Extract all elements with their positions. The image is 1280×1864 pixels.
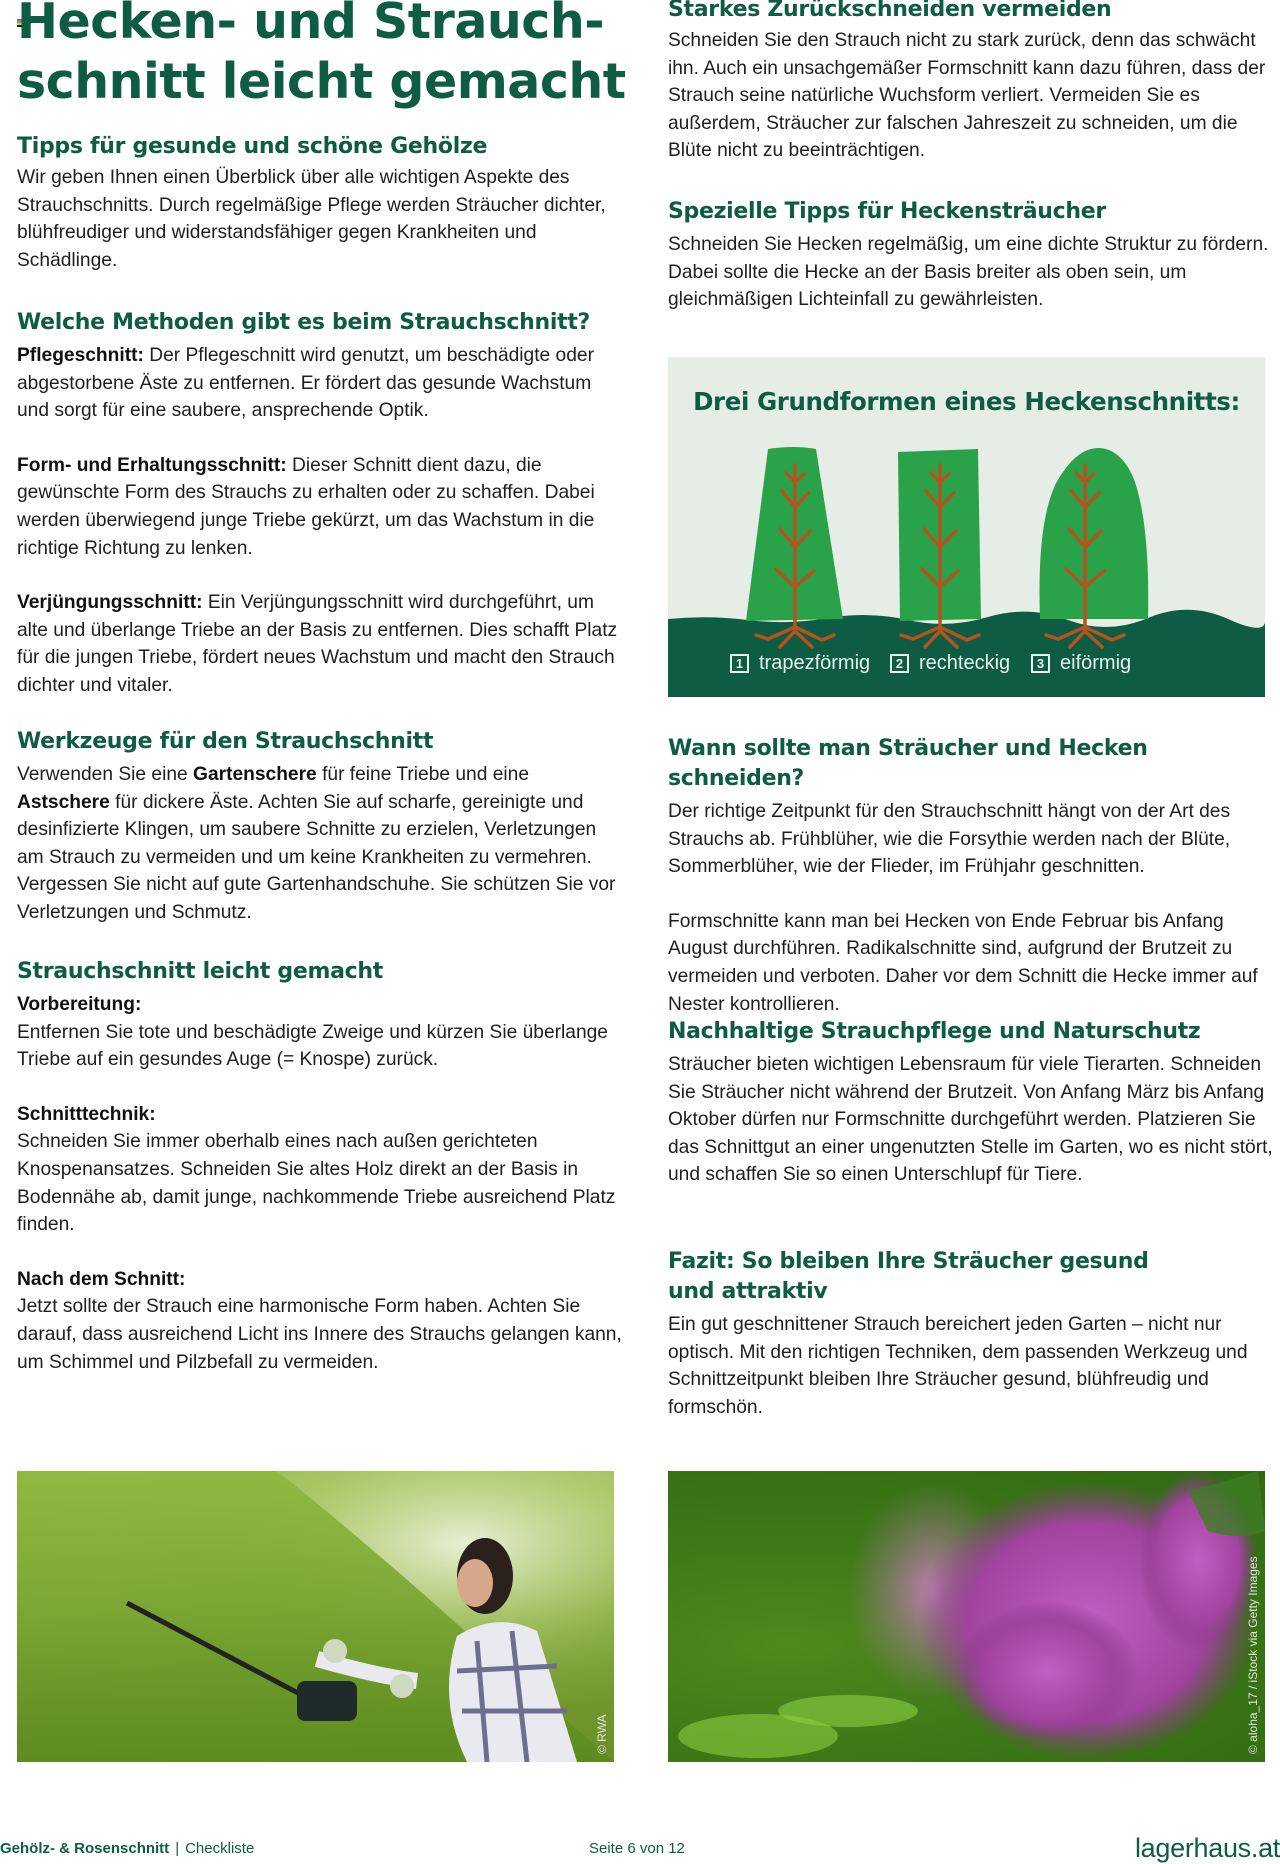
section-heading: Nachhaltige Strauchpflege und Naturschutz xyxy=(668,1019,1201,1044)
step-label: Schnitttechnik: xyxy=(17,1103,156,1125)
method-formschnitt xyxy=(17,452,627,562)
shape-label-2 xyxy=(890,652,1010,675)
page-title xyxy=(17,0,637,112)
step-nach-dem-schnitt xyxy=(17,1266,627,1376)
lagerhaus-logo[interactable]: lagerhaus.at xyxy=(1134,1833,1280,1863)
step-text: Jetzt sollte der Strauch eine harmonische Form haben. Achten Sie darauf, dass ausreichend Licht ins Innere des Strauchs gelangen kann, um Schimmel und Pilzbefall zu vermeiden. xyxy=(17,1296,622,1373)
text-run: für feine Triebe und eine xyxy=(316,764,530,785)
footer-separator: | xyxy=(175,1840,180,1857)
title-line-1: Hecken- und Strauch- xyxy=(17,0,605,50)
method-text: Dieser Schnitt dient dazu, die gewünschte Form des Strauchs zu erhalten oder zu schaffen. Dabei werden überwiegend junge Triebe gekürzt, um das Wachstum in die richtige Richtung zu lenken. xyxy=(17,454,595,559)
step-vorbereitung xyxy=(17,991,627,1074)
section-text xyxy=(17,761,627,927)
tool-gartenschere: Gartenschere xyxy=(193,764,317,785)
section-heading xyxy=(668,1247,1278,1307)
section-text: Der richtige Zeitpunkt für den Strauchschnitt hängt von der Art des Strauchs ab. Frühblüher, wie die Forsythie werden nach der Blüte, Sommerblüher, wie der Flieder, im Frühjahr geschnitten. xyxy=(668,801,1231,878)
section-heading: Spezielle Tipps für Heckensträucher xyxy=(668,199,1106,224)
section-text: Sträucher bieten wichtigen Lebensraum für viele Tierarten. Schneiden Sie Sträucher nicht während der Brutzeit. Von Anfang März bis Anfang Oktober dürfen nur Formschnitte durchgeführt werden. Platzieren Sie das Schnittgut an einer ungenutzten Stelle im Garten, wo es nicht stört, und schaffen Sie so einen Unterschlupf für Tiere. xyxy=(668,1054,1273,1186)
photo-drawing xyxy=(668,1471,1265,1762)
section-methods xyxy=(17,308,627,700)
section-conclusion xyxy=(668,1247,1278,1421)
number-box: 1 xyxy=(730,654,749,673)
shape-label-3 xyxy=(1031,652,1131,675)
step-schnitttechnik xyxy=(17,1101,627,1239)
step-text: Entfernen Sie tote und beschädigte Zweige und kürzen Sie überlange Triebe auf ein gesundes Auge (= Knospe) zurück. xyxy=(17,1021,608,1071)
section-text: Schneiden Sie den Strauch nicht zu stark zurück, denn das schwächt ihn. Auch ein unsachgemäßer Formschnitt kann dazu führen, dass der Strauch seine natürliche Wuchsform verliert. Vermeiden Sie es außerdem, Sträucher zur falschen Jahreszeit zu schneiden, um die Blüte nicht zu beeinträchtigen. xyxy=(668,30,1266,162)
step-text: Schneiden Sie immer oberhalb eines nach außen gerichteten Knospenansatzes. Schneiden Sie altes Holz direkt an der Basis in Bodennähe ab, damit junge, nachkommende Triebe ausreichend Platz finden. xyxy=(17,1131,616,1236)
section-heading: Starkes Zurückschneiden vermeiden xyxy=(668,0,1112,22)
section-text: Formschnitte kann man bei Hecken von Ende Februar bis Anfang August durchführen. Radikalschnitte sind, aufgrund der Brutzeit zu vermeiden und verboten. Daher vor dem Schnitt die Hecke immer auf Nester kontrollieren. xyxy=(668,910,1258,1015)
hedge-shapes-illustration xyxy=(668,357,1265,697)
photo-drawing xyxy=(17,1471,614,1762)
title-line-2: schnitt leicht gemacht xyxy=(17,53,626,110)
method-term: Verjüngungsschnitt: xyxy=(17,592,203,614)
number-box: 2 xyxy=(890,654,909,673)
page-footer xyxy=(0,1833,1280,1864)
section-heading: Strauchschnitt leicht gemacht xyxy=(17,959,383,984)
hedge-egg-shape xyxy=(1039,448,1148,647)
heading-line: und attraktiv xyxy=(668,1279,828,1304)
section-text: Schneiden Sie Hecken regelmäßig, um eine dichte Struktur zu fördern. Dabei sollte die Hecke an der Basis breiter als oben sein, um gleichmäßigen Lichteinfall zu gewährleisten. xyxy=(668,234,1269,311)
shape-name: eiförmig xyxy=(1060,652,1132,674)
section-heading: Wann sollte man Sträucher und Hecken schneiden? xyxy=(668,736,1148,791)
section-heading: Tipps für gesunde und schöne Gehölze xyxy=(17,134,488,159)
section-nature xyxy=(668,1017,1278,1189)
section-when xyxy=(668,734,1278,1018)
method-verjuengungsschnitt xyxy=(17,589,627,699)
page-number: Seite 6 von 12 xyxy=(589,1840,685,1857)
heading-line: Fazit: So bleiben Ihre Sträucher gesund xyxy=(668,1249,1149,1274)
section-avoid xyxy=(668,0,1278,165)
text-run: Verwenden Sie eine xyxy=(17,764,194,785)
shape-name: rechteckig xyxy=(919,652,1011,674)
section-text: Ein gut geschnittener Strauch bereichert jeden Garten – nicht nur optisch. Mit den richtigen Techniken, dem passenden Werkzeug und Schnittzeitpunkt bleiben Ihre Sträucher gesund, blühfreudig und formschön. xyxy=(668,1314,1248,1418)
photo-woman-trimming-hedge xyxy=(17,1471,614,1762)
method-term: Pflegeschnitt: xyxy=(17,345,144,366)
section-heading: Werkzeuge für den Strauchschnitt xyxy=(17,729,434,754)
step-label: Vorbereitung: xyxy=(17,994,142,1015)
shape-label-1 xyxy=(730,652,870,675)
shape-legend xyxy=(668,652,1265,682)
number-box: 3 xyxy=(1031,654,1050,673)
shape-name: trapezförmig xyxy=(759,652,871,674)
hedge-rectangle xyxy=(898,449,981,647)
footer-subtitle: Checkliste xyxy=(185,1840,255,1857)
hedge-trapezoid xyxy=(746,447,843,647)
method-text: Der Pflegeschnitt wird genutzt, um beschädigte oder abgestorbene Äste zu entfernen. Er fördert das gesunde Wachstum und sorgt für eine saubere, ansprechende Optik. xyxy=(17,345,594,422)
section-heading: Welche Methoden gibt es beim Strauchschnitt? xyxy=(17,310,591,335)
section-tools xyxy=(17,727,627,927)
method-pflegeschnitt xyxy=(17,342,627,425)
photo-credit: © aloha_17 / iStock via Getty Images xyxy=(1246,1556,1260,1754)
footer-document-name xyxy=(0,1840,254,1857)
method-term: Form- und Erhaltungsschnitt: xyxy=(17,454,287,476)
tool-astschere: Astschere xyxy=(17,791,110,813)
section-howto xyxy=(17,957,627,1376)
section-intro xyxy=(17,132,627,274)
photo-lilac-flowers xyxy=(668,1471,1265,1762)
photo-credit: © RWA xyxy=(595,1714,609,1754)
section-hedge-tips xyxy=(668,197,1278,314)
section-text: Wir geben Ihnen einen Überblick über alle wichtigen Aspekte des Strauchschnitts. Durch regelmäßige Pflege werden Sträucher dichter, blühfreudiger und widerstandsfähiger gegen Krankheiten und Schädlinge. xyxy=(17,167,606,271)
text-run: für dickere Äste. Achten Sie auf scharfe, gereinigte und desinfizierte Klingen, um saubere Schnitte zu erzielen, Verletzungen am Strauch zu vermeiden und um keine Krankheiten zu vermehren. Vergessen Sie nicht auf gute Gartenhandschuhe. Sie schützen Sie vor Verletzungen und Schmutz. xyxy=(17,791,616,923)
illustration-title: Drei Grundformen eines Heckenschnitts: xyxy=(693,387,1240,416)
step-label: Nach dem Schnitt: xyxy=(17,1268,186,1290)
footer-brand: Gehölz- & Rosenschnitt xyxy=(0,1840,170,1857)
method-text: Ein Verjüngungsschnitt wird durchgeführt, um alte und überlange Triebe an der Basis zu entfernen. Dies schafft Platz für die jungen Triebe, fördert neues Wachstum und macht den Strauch dichter und vitaler. xyxy=(17,592,618,696)
